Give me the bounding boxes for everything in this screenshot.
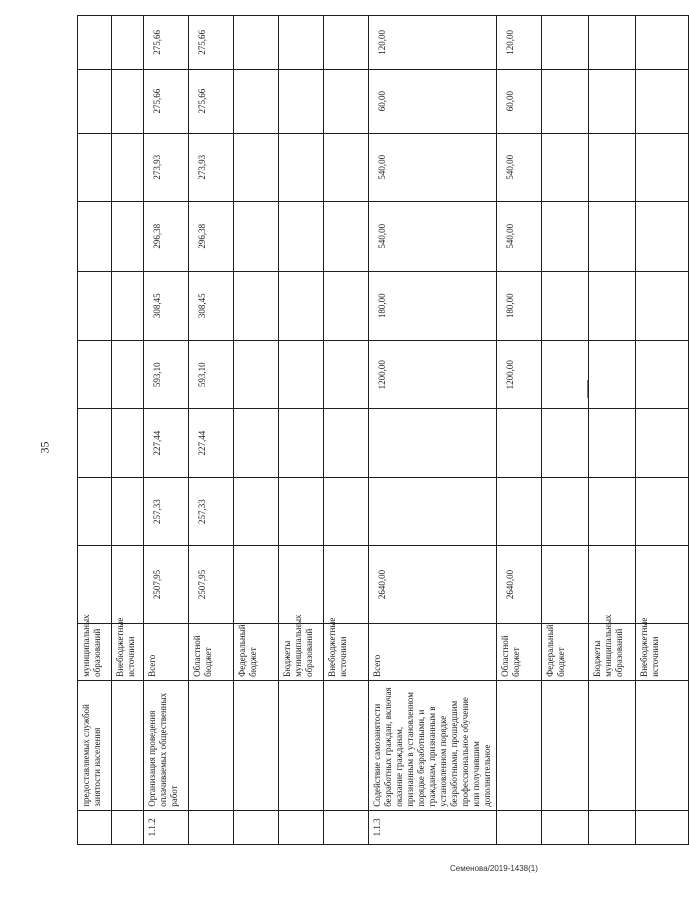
value-cell	[112, 409, 144, 477]
value-cell	[78, 271, 112, 341]
value-cell	[234, 16, 279, 70]
value-cell	[78, 546, 112, 624]
value-cell	[497, 409, 542, 477]
value-cell	[542, 409, 589, 477]
table-row	[78, 16, 112, 845]
value-cell	[589, 271, 636, 341]
value-cell	[589, 477, 636, 545]
value-cell	[234, 409, 279, 477]
table-row	[144, 16, 189, 845]
value-cell	[78, 201, 112, 271]
value-cell: 2640,00	[369, 546, 497, 624]
value-cell	[279, 69, 324, 133]
value-cell	[234, 133, 279, 201]
value-cell: 227,44	[189, 409, 234, 477]
value-cell	[324, 133, 369, 201]
value-cell: 257,33	[189, 477, 234, 545]
description-cell	[589, 680, 636, 810]
value-cell: 540,00	[497, 133, 542, 201]
value-cell: 2507,95	[189, 546, 234, 624]
description-cell	[189, 680, 234, 810]
item-number-cell	[589, 810, 636, 844]
value-cell	[497, 477, 542, 545]
item-number-cell: 1.1.2	[144, 810, 189, 844]
item-number-cell	[279, 810, 324, 844]
funding-source-cell: Всего	[369, 623, 497, 680]
funding-table-rotated	[77, 15, 660, 845]
table-row	[589, 16, 636, 845]
funding-source-cell: Всего	[144, 623, 189, 680]
value-cell	[542, 16, 589, 70]
value-cell	[279, 201, 324, 271]
value-cell	[542, 201, 589, 271]
value-cell	[589, 201, 636, 271]
description-cell	[542, 680, 589, 810]
item-number-cell: 1.1.3	[369, 810, 497, 844]
value-cell: 2507,95	[144, 546, 189, 624]
item-number-cell	[112, 810, 144, 844]
value-cell	[112, 546, 144, 624]
funding-source-cell: Федеральный бюджет	[234, 623, 279, 680]
description-cell	[234, 680, 279, 810]
description-cell	[112, 680, 144, 810]
value-cell	[279, 271, 324, 341]
footer-stamp: Семенова/2019-1438(1)	[450, 864, 538, 873]
value-cell	[589, 341, 636, 409]
value-cell	[636, 69, 689, 133]
item-number-cell	[78, 810, 112, 844]
description-cell	[279, 680, 324, 810]
value-cell: 275,66	[144, 16, 189, 70]
value-cell: 180,00	[497, 271, 542, 341]
value-cell	[112, 69, 144, 133]
value-cell	[636, 201, 689, 271]
item-number-cell	[497, 810, 542, 844]
value-cell: 1200,00	[369, 341, 497, 409]
value-cell	[636, 271, 689, 341]
value-cell	[324, 16, 369, 70]
value-cell	[78, 409, 112, 477]
funding-source-cell: Областной бюджет	[497, 623, 542, 680]
value-cell: 227,44	[144, 409, 189, 477]
value-cell	[636, 341, 689, 409]
funding-table	[77, 15, 689, 845]
value-cell	[369, 409, 497, 477]
value-cell	[78, 69, 112, 133]
table-row	[636, 16, 689, 845]
description-cell	[324, 680, 369, 810]
funding-source-cell: муниципальных образований	[78, 623, 112, 680]
value-cell	[589, 409, 636, 477]
value-cell	[636, 16, 689, 70]
value-cell	[112, 341, 144, 409]
table-row	[279, 16, 324, 845]
value-cell: 60,00	[369, 69, 497, 133]
value-cell	[636, 546, 689, 624]
value-cell	[234, 546, 279, 624]
value-cell: 1200,00	[497, 341, 542, 409]
description-cell	[497, 680, 542, 810]
value-cell	[112, 271, 144, 341]
value-cell: 275,66	[189, 69, 234, 133]
value-cell: 180,00	[369, 271, 497, 341]
value-cell	[589, 16, 636, 70]
value-cell: 257,33	[144, 477, 189, 545]
value-cell	[542, 271, 589, 341]
table-row	[112, 16, 144, 845]
value-cell	[279, 341, 324, 409]
value-cell	[279, 16, 324, 70]
value-cell	[324, 409, 369, 477]
value-cell	[234, 271, 279, 341]
item-number-cell	[324, 810, 369, 844]
value-cell: 120,00	[497, 16, 542, 70]
value-cell	[542, 133, 589, 201]
value-cell	[112, 16, 144, 70]
value-cell: 120,00	[369, 16, 497, 70]
value-cell	[636, 133, 689, 201]
value-cell: 2640,00	[497, 546, 542, 624]
value-cell: 60,00	[497, 69, 542, 133]
value-cell: 593,10	[144, 341, 189, 409]
table-body	[78, 16, 689, 845]
value-cell: 540,00	[369, 133, 497, 201]
description-cell	[636, 680, 689, 810]
item-number-cell	[234, 810, 279, 844]
description-cell: Содействие самозанятости безработных граждан, включая оказание гражданам, признанным в установленном порядке безработными, и гражданам, признанным в установленном порядке безработными, прошедшим профессиональное обучение или получившим дополнительное	[369, 680, 497, 810]
funding-source-cell: Внебюджетные источники	[324, 623, 369, 680]
item-number-cell	[542, 810, 589, 844]
value-cell	[234, 201, 279, 271]
value-cell	[542, 546, 589, 624]
table-row	[542, 16, 589, 845]
value-cell	[324, 201, 369, 271]
value-cell: 296,38	[144, 201, 189, 271]
funding-source-cell: Бюджеты муниципальных образований	[589, 623, 636, 680]
value-cell	[636, 477, 689, 545]
value-cell	[78, 16, 112, 70]
value-cell: 593,10	[189, 341, 234, 409]
value-cell	[112, 477, 144, 545]
page-number: 35	[37, 441, 52, 454]
funding-source-cell: Внебюджетные источники	[112, 623, 144, 680]
table-row	[497, 16, 542, 845]
table-row	[189, 16, 234, 845]
table-row	[324, 16, 369, 845]
value-cell	[636, 409, 689, 477]
description-cell: предоставляемых службой занятости населения	[78, 680, 112, 810]
description-cell: Организация проведения оплачиваемых общественных работ	[144, 680, 189, 810]
value-cell	[589, 546, 636, 624]
value-cell: 275,66	[189, 16, 234, 70]
value-cell	[279, 477, 324, 545]
value-cell	[324, 69, 369, 133]
value-cell: 275,66	[144, 69, 189, 133]
value-cell	[112, 201, 144, 271]
value-cell	[369, 477, 497, 545]
value-cell	[542, 69, 589, 133]
value-cell	[78, 133, 112, 201]
item-number-cell	[636, 810, 689, 844]
value-cell	[78, 341, 112, 409]
value-cell: 273,93	[144, 133, 189, 201]
value-cell: 540,00	[369, 201, 497, 271]
value-cell	[234, 477, 279, 545]
value-cell: 540,00	[497, 201, 542, 271]
value-cell	[78, 477, 112, 545]
value-cell	[324, 271, 369, 341]
value-cell	[112, 133, 144, 201]
value-cell	[234, 341, 279, 409]
funding-source-cell: Внебюджетные источники	[636, 623, 689, 680]
value-cell: 273,93	[189, 133, 234, 201]
table-row	[369, 16, 497, 845]
value-cell	[324, 341, 369, 409]
funding-source-cell: Бюджеты муниципальных образований	[279, 623, 324, 680]
value-cell	[542, 477, 589, 545]
value-cell	[324, 477, 369, 545]
value-cell: 308,45	[144, 271, 189, 341]
value-cell	[324, 546, 369, 624]
funding-source-cell: Федеральный бюджет	[542, 623, 589, 680]
funding-source-cell: Областной бюджет	[189, 623, 234, 680]
table-row	[234, 16, 279, 845]
value-cell	[234, 69, 279, 133]
value-cell	[279, 409, 324, 477]
value-cell: 308,45	[189, 271, 234, 341]
value-cell	[589, 133, 636, 201]
item-number-cell	[189, 810, 234, 844]
value-cell: 296,38	[189, 201, 234, 271]
value-cell	[589, 69, 636, 133]
value-cell	[542, 341, 589, 409]
value-cell	[279, 133, 324, 201]
value-cell	[279, 546, 324, 624]
